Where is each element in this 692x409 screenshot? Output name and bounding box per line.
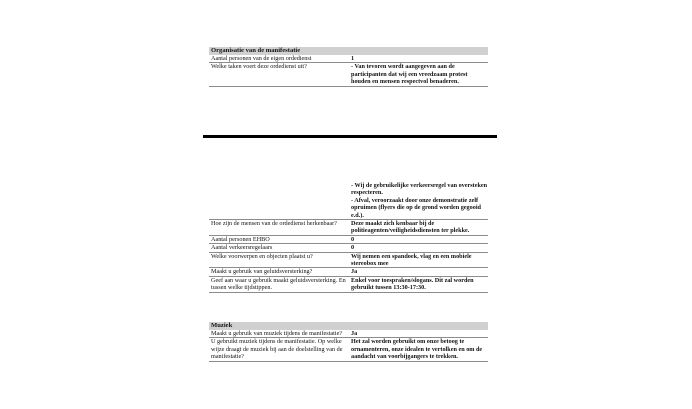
row-value: Ja	[351, 268, 358, 276]
row-value: - Van tevoren wordt aangegeven aan de participanten dat wij een vreedzaam protest houden en mensen respectvol benaderen.	[351, 63, 468, 86]
table-row	[209, 277, 488, 293]
row-label: Welke taken voert deze ordedienst uit?	[211, 63, 307, 71]
row-value: 1	[351, 55, 355, 62]
row-label	[209, 182, 349, 219]
row-value: Ja	[351, 330, 358, 337]
row-value: 0	[351, 244, 355, 252]
organisation-section-continued	[209, 182, 488, 293]
music-section	[209, 322, 488, 362]
table-row	[209, 244, 488, 252]
row-label: Aantal personen van de eigen ordedienst	[211, 55, 312, 62]
section-heading: Organisatie van de manifestatie	[209, 47, 488, 55]
row-value: Het zal worden gebruikt om onze betoog te ornamenteren, onze idealen te vertolken en om de aandacht van voorbijgangers te trekken.	[351, 338, 483, 361]
row-label: U gebruikt muziek tijdens de manifestatie. Op welke wijze draagt de muziek bij aan de doelstelling van de manifestatie?	[211, 338, 343, 361]
table-row	[209, 55, 488, 63]
row-value: Enkel voor toespraken/slogans. Dit zal worden gebruikt tussen 13:30-17:30.	[351, 276, 474, 292]
row-label: Aantal verkeersregelaars	[211, 244, 273, 252]
table-row	[209, 338, 488, 361]
organisation-section	[209, 47, 488, 87]
row-value: Wij nemen een spandoek, vlag en een mobiele stereobox mee	[351, 252, 472, 268]
page-divider	[203, 135, 497, 138]
table-row	[209, 63, 488, 86]
row-label: Maakt u gebruik van geluidsversterking?	[211, 268, 313, 276]
row-label: Aantal personen EHBO	[211, 235, 270, 243]
row-label: Welke voorwerpen en objecten plaatst u?	[211, 252, 313, 260]
row-value: Deze maakt zich kenbaar bij de politieagenten/veiligheidsdiensten ter plekke.	[351, 220, 470, 235]
row-value: 0	[351, 235, 355, 243]
section-heading: Muziek	[209, 322, 488, 330]
row-label: Geef aan waar u gebruik maakt geluidsversterking. En tussen welke tijdstippen.	[211, 276, 346, 292]
table-row	[209, 236, 488, 244]
table-row	[209, 330, 488, 338]
table-row	[209, 220, 488, 236]
row-label: Hoe zijn de mensen van de ordedienst herkenbaar?	[211, 220, 337, 228]
table-row	[209, 182, 488, 220]
table-row	[209, 268, 488, 276]
row-label: Maakt u gebruik van muziek tijdens de manifestatie?	[211, 330, 343, 337]
table-row	[209, 253, 488, 269]
row-value: - Wij de gebruikelijke verkeersregel van oversteken respecteren. - Afval, veroorzaakt door onze demonstratie zelf opruimen (flyers die op de grond worden gegooid e.d.).	[351, 182, 488, 219]
